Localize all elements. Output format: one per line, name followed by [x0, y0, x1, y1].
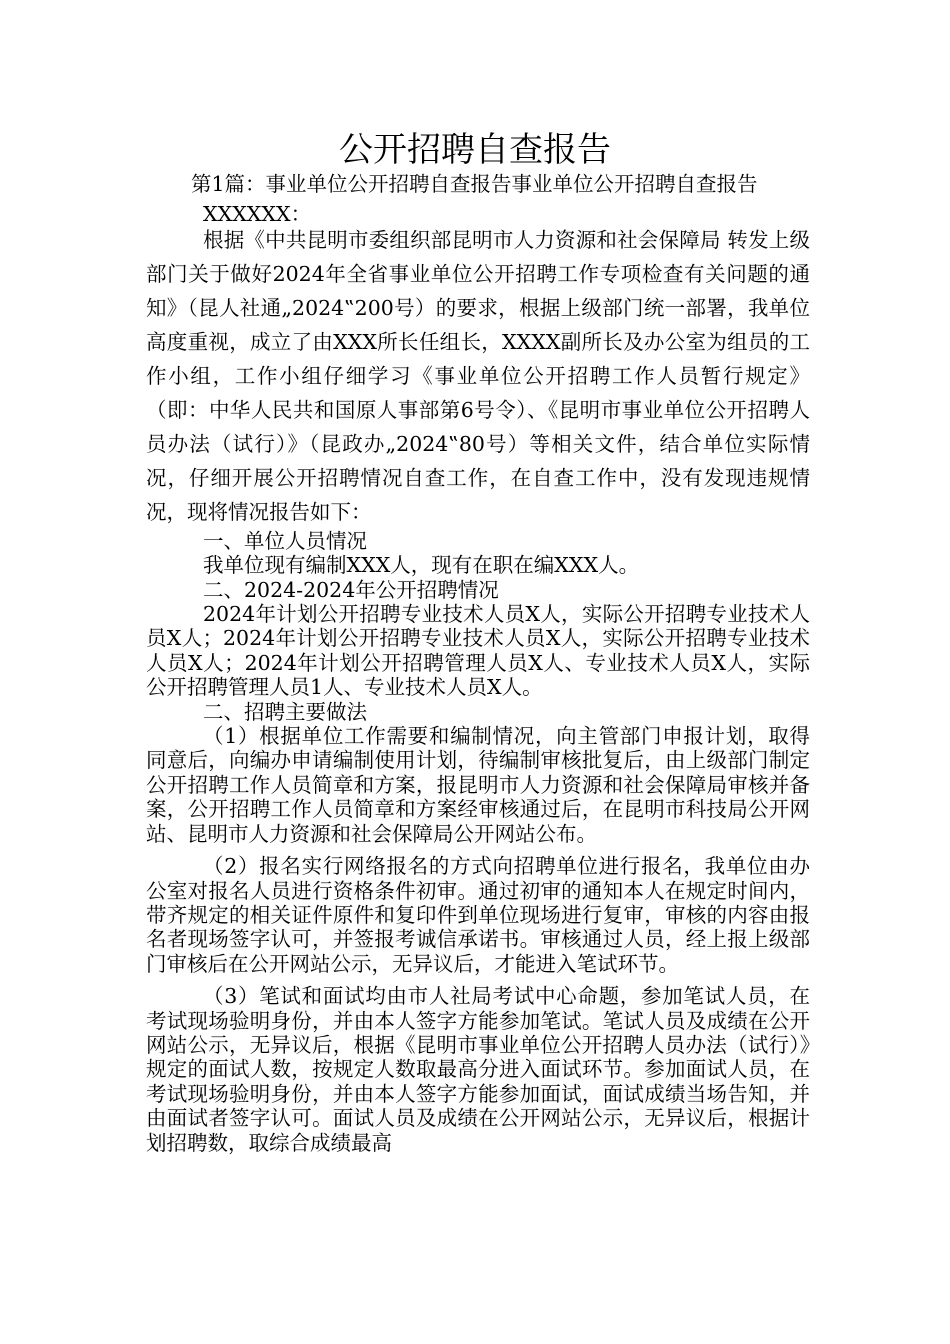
procedure-item-2: （2）报名实行网络报名的方式向招聘单位进行报名，我单位由办公室对报名人员进行资格条件初审。通过初审的通知本人在规定时间内，带齐规定的相关证件原件和复印件到单位现场进行复审，审核的内容由报名者现场签字认可，并签报考诚信承诺书。审核通过人员，经上报上级部门审核后在公开网站公示，无异议后，才能进入笔试环节。: [146, 854, 810, 976]
section-2-text: 2024年计划公开招聘专业技术人员X人，实际公开招聘专业技术人员X人；2024年计划公开招聘专业技术人员X人，实际公开招聘专业技术人员X人；2024年计划公开招聘管理人员X人、专业技术人员X人，实际公开招聘管理人员1人、专业技术人员X人。: [146, 602, 810, 700]
document-title: 公开招聘自查报告: [339, 130, 611, 170]
section-1-text: 我单位现有编制XXX人，现有在职在编XXX人。: [203, 553, 640, 578]
procedure-item-1: （1）根据单位工作需要和编制情况，向主管部门申报计划，取得同意后，向编办申请编制使用计划，待编制审核批复后，由上级部门制定公开招聘工作人员简章和方案，报昆明市人力资源和社会保障局审核并备案，公开招聘工作人员简章和方案经审核通过后，在昆明市科技局公开网站、昆明市人力资源和社会保障局公开网站公布。: [146, 724, 810, 846]
subtitle-paragraph: 第1篇：事业单位公开招聘自查报告事业单位公开招聘自查报告: [191, 172, 758, 196]
section-1-heading: 一、单位人员情况: [203, 528, 367, 553]
document-body: [146, 172, 810, 1155]
section-3-heading: 二、招聘主要做法: [203, 699, 367, 724]
procedure-item-3: （3）笔试和面试均由市人社局考试中心命题，参加笔试人员，在考试现场验明身份，并由本人签字方能参加笔试。笔试人员及成绩在公开网站公示，无异议后，根据《昆明市事业单位公开招聘人员办法（试行）》规定的面试人数，按规定人数取最高分进入面试环节。参加面试人员，在考试现场验明身份，并由本人签字方能参加面试，面试成绩当场告知，并由面试者签字认可。面试人员及成绩在公开网站公示，无异议后，根据计划招聘数，取综合成绩最高: [146, 984, 810, 1155]
intro-paragraph: 根据《中共昆明市委组织部昆明市人力资源和社会保障局 转发上级部门关于做好2024年全省事业单位公开招聘工作专项检查有关问题的通知》（昆人社通„2024‟200号）的要求，根据上级部门统一部署，我单位高度重视，成立了由XXX所长任组长，XXXX副所长及办公室为组员的工作小组，工作小组仔细学习《事业单位公开招聘工作人员暂行规定》（即：中华人民共和国原人事部第6号令）、《昆明市事业单位公开招聘人员办法（试行）》（昆政办„2024‟80号）等相关文件，结合单位实际情况，仔细开展公开招聘情况自查工作，在自查工作中，没有发现违规情况，现将情况报告如下：: [146, 227, 810, 524]
section-2-heading: 二、2024-2024年公开招聘情况: [203, 577, 499, 602]
salutation: XXXXXX：: [203, 202, 312, 227]
